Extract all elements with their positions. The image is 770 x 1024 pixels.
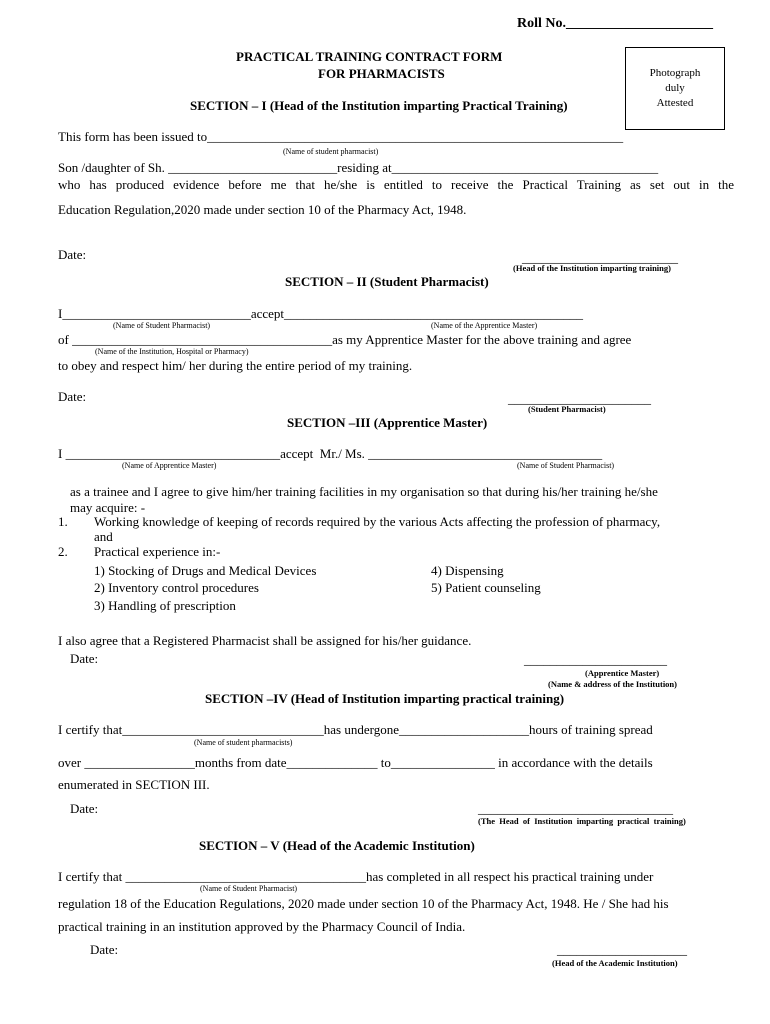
section2-student-caption: (Name of Student Pharmacist): [113, 321, 211, 330]
section4-student-caption: (Name of student pharmacists): [194, 738, 293, 747]
section2-institution-caption: (Name of the Institution, Hospital or Pharmacy): [95, 347, 249, 356]
section3-item1-number: 1.: [58, 514, 68, 529]
section4-enumerated-line: enumerated in SECTION III.: [58, 777, 210, 792]
section1-date-label: Date:: [58, 247, 87, 262]
section3-subitem-stocking: 1) Stocking of Drugs and Medical Devices: [94, 563, 317, 578]
section1-student-caption: (Name of student pharmacist): [283, 147, 379, 156]
photo-label-2: duly: [665, 82, 685, 94]
section3-agree-line: I also agree that a Registered Pharmacist shall be assigned for his/her guidance.: [58, 633, 472, 648]
section4-months-line: over _________________months from date______________ to________________ in accordance with the details: [58, 755, 653, 770]
section2-institution-line: of ________________________________________as my Apprentice Master for the above training and agree: [58, 332, 632, 347]
section5-regulation-line: regulation 18 of the Education Regulations, 2020 made under section 10 of the Pharmacy Act, 1948. He / She had his: [58, 896, 669, 911]
photo-label-1: Photograph: [649, 67, 701, 79]
section5-approval-line: practical training in an institution approved by the Pharmacy Council of India.: [58, 919, 466, 934]
section1-signature-caption: (Head of the Institution imparting training): [513, 263, 671, 273]
photo-label-3: Attested: [656, 97, 694, 109]
section4-heading: SECTION –IV (Head of Institution imparting practical training): [205, 691, 565, 706]
section2-accept-line: I_____________________________accept______________________________________________: [58, 306, 584, 321]
section3-item1-text: Working knowledge of keeping of records required by the various Acts affecting the profession of pharmacy,: [94, 514, 661, 529]
section3-subitem-prescription: 3) Handling of prescription: [94, 598, 236, 613]
section3-subitem-inventory: 2) Inventory control procedures: [94, 580, 259, 595]
section3-signature-caption: (Apprentice Master): [585, 668, 660, 678]
section1-signature-line: ________________________: [522, 250, 678, 265]
section4-signature-caption: (The Head of Institution imparting practical training): [478, 816, 686, 826]
section1-regulation-line: Education Regulation,2020 made under section 10 of the Pharmacy Act, 1948.: [58, 202, 467, 217]
section3-accept-line: I _________________________________accept Mr./ Ms. ____________________________________: [58, 446, 603, 461]
section4-date-label: Date:: [70, 801, 99, 816]
photograph-box: [625, 47, 725, 130]
section1-heading: SECTION – I (Head of the Institution imparting Practical Training): [190, 98, 568, 113]
section2-master-caption: (Name of the Apprentice Master): [431, 321, 538, 330]
section3-student-caption: (Name of Student Pharmacist): [517, 461, 615, 470]
section5-signature-caption: (Head of the Academic Institution): [552, 958, 678, 968]
section4-signature-line: ______________________________: [478, 801, 673, 816]
section3-item2-text: Practical experience in:-: [94, 544, 221, 559]
section2-heading: SECTION – II (Student Pharmacist): [285, 274, 489, 289]
section3-date-label: Date:: [70, 651, 99, 666]
section2-date-label: Date:: [58, 389, 87, 404]
section3-master-caption: (Name of Apprentice Master): [122, 461, 217, 470]
section2-signature-line: ______________________: [508, 391, 651, 406]
section3-signature-line: ______________________: [524, 652, 667, 667]
section5-heading: SECTION – V (Head of the Academic Institution): [199, 838, 475, 853]
section5-certify-line: I certify that _____________________________________has completed in all respect his practical training under: [58, 869, 654, 884]
form-title-line2: FOR PHARMACISTS: [318, 66, 445, 81]
section3-intro-line: as a trainee and I agree to give him/her training facilities in my organisation so that during his/her training he/she: [70, 484, 658, 499]
section5-student-caption: (Name of Student Pharmacist): [200, 884, 298, 893]
section1-issued-to-line: This form has been issued to________________________________________________________________: [58, 129, 624, 144]
section5-date-label: Date:: [90, 942, 119, 957]
section2-obey-line: to obey and respect him/ her during the entire period of my training.: [58, 358, 413, 373]
section2-signature-caption: (Student Pharmacist): [528, 404, 606, 414]
section3-heading: SECTION –III (Apprentice Master): [287, 415, 488, 430]
section3-intro-line2: may acquire: -: [70, 500, 146, 515]
section5-signature-line: ____________________: [557, 942, 687, 957]
section3-subitem-dispensing: 4) Dispensing: [431, 563, 504, 578]
section3-institution-caption: (Name & address of the Institution): [548, 679, 677, 689]
roll-number-field: Roll No._____________________: [517, 16, 713, 31]
section3-item1-continuation: and: [94, 529, 113, 544]
form-title-line1: PRACTICAL TRAINING CONTRACT FORM: [236, 49, 503, 64]
section4-certify-line: I certify that_______________________________has undergone____________________hours of training spread: [58, 722, 653, 737]
section1-evidence-line: who has produced evidence before me that he/she is entitled to receive the Practical Training as set out in the: [58, 177, 734, 192]
section1-parent-line: Son /daughter of Sh. __________________________residing at_________________________________________: [58, 160, 659, 175]
section3-item2-number: 2.: [58, 544, 68, 559]
section3-subitem-counseling: 5) Patient counseling: [431, 580, 541, 595]
